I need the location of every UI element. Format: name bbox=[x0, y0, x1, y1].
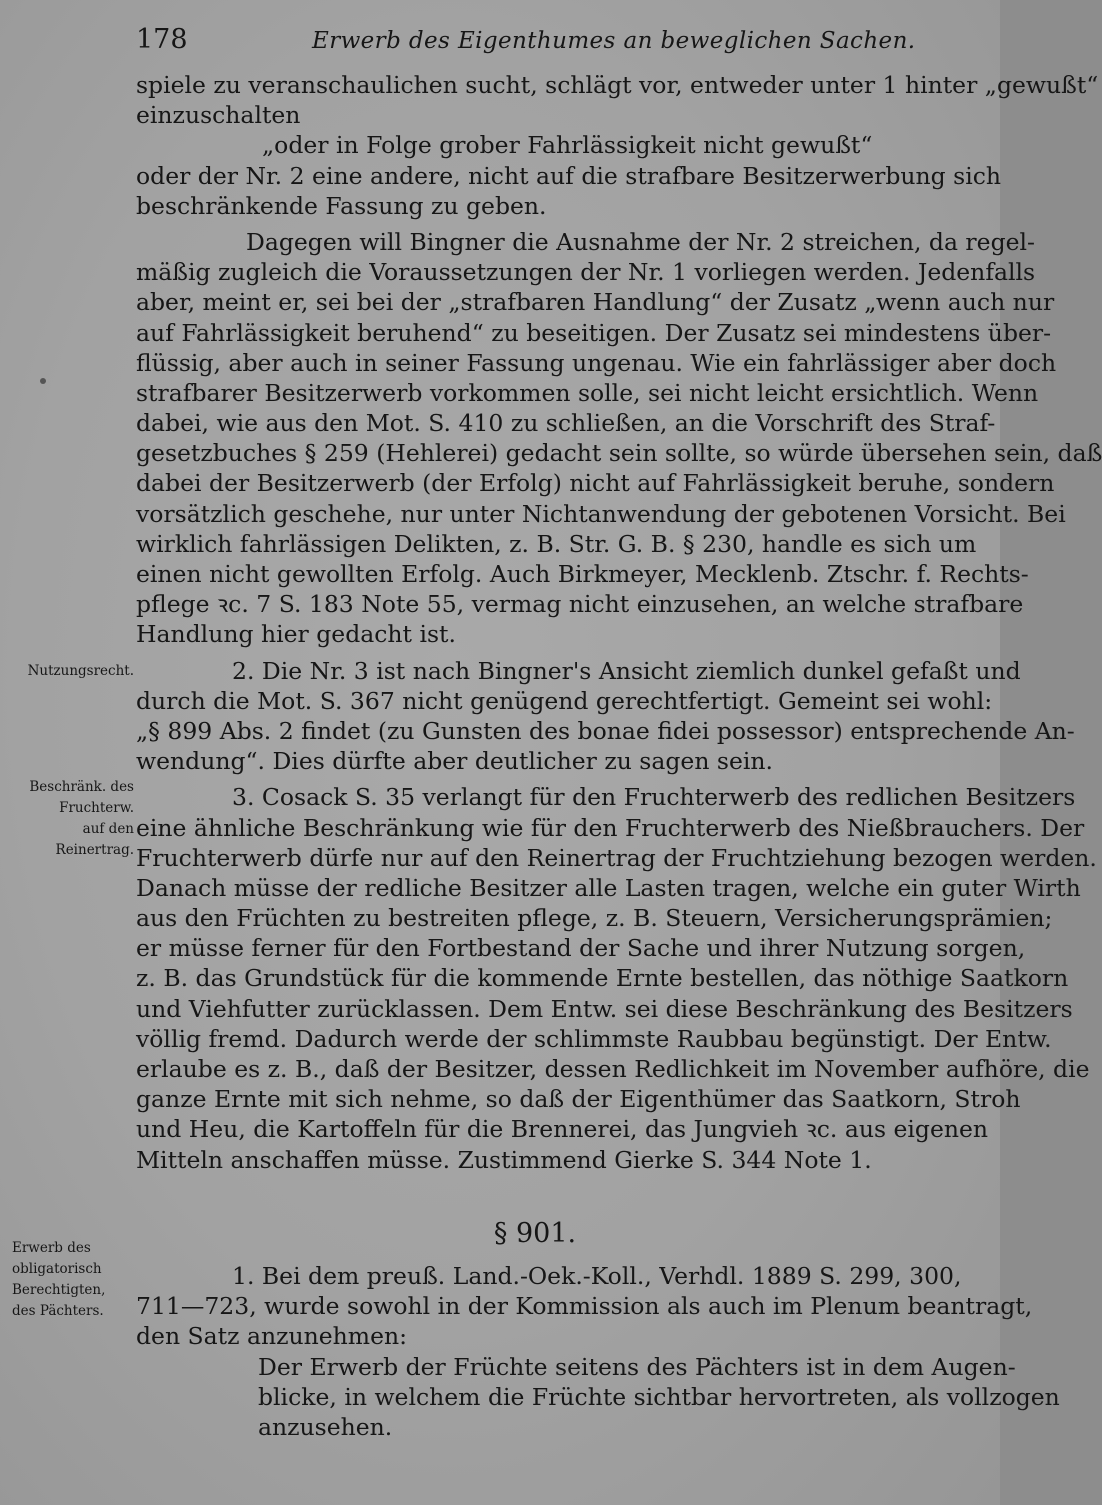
margin-speck bbox=[40, 378, 46, 384]
sidenote-text: Nutzungsrecht. bbox=[27, 663, 134, 679]
text-line: einzuschalten bbox=[136, 101, 301, 130]
sidenote-line: Berechtigten, bbox=[12, 1282, 106, 1298]
page-header bbox=[0, 20, 1000, 70]
text-line: 711—723, wurde sowohl in der Kommission als auch im Plenum beantragt, bbox=[136, 1292, 1033, 1321]
paragraph-1 bbox=[136, 70, 1099, 221]
running-title: Erwerb des Eigenthumes an beweglichen Sachen. bbox=[312, 28, 916, 54]
text-line: 3. Cosack S. 35 verlangt für den Fruchterwerb des redlichen Besitzers bbox=[232, 783, 1076, 812]
text-line: wirklich fahrlässigen Delikten, z. B. Str. G. B. § 230, handle es sich um bbox=[136, 529, 977, 558]
text-line: gesetzbuches § 259 (Hehlerei) gedacht sein sollte, so würde übersehen sein, daß bbox=[136, 439, 1102, 468]
text-line: Mitteln anschaffen müsse. Zustimmend Gierke S. 344 Note 1. bbox=[136, 1145, 872, 1174]
text-line: 1. Bei dem preuß. Land.-Oek.-Koll., Verhdl. 1889 S. 299, 300, bbox=[232, 1261, 962, 1290]
sidenote-line: des Pächters. bbox=[12, 1303, 104, 1319]
text-line: spiele zu veranschaulichen sucht, schlägt vor, entweder unter 1 hinter „gewußt“ bbox=[136, 71, 1099, 99]
text-line: aber, meint er, sei bei der „strafbaren Handlung“ der Zusatz „wenn auch nur bbox=[136, 288, 1055, 317]
paragraph-5 bbox=[136, 1261, 1033, 1352]
paragraph-3 bbox=[136, 656, 1075, 777]
text-line: wendung“. Dies dürfte aber deutlicher zu sagen sein. bbox=[136, 747, 774, 776]
sidenote-line: Erwerb des bbox=[12, 1240, 91, 1256]
text-line: z. B. das Grundstück für die kommende Ernte bestellen, das nöthige Saatkorn bbox=[136, 964, 1069, 993]
text-line: dabei, wie aus den Mot. S. 410 zu schließen, an die Vorschrift des Straf- bbox=[136, 409, 996, 438]
sidenote-line: obligatorisch bbox=[12, 1261, 102, 1277]
paragraph-2 bbox=[136, 227, 1102, 650]
text-line: mäßig zugleich die Voraussetzungen der Nr. 1 vorliegen werden. Jedenfalls bbox=[136, 258, 1036, 287]
quoted-line: blicke, in welchem die Früchte sichtbar hervortreten, als vollzogen bbox=[258, 1382, 1060, 1411]
text-line: völlig fremd. Dadurch werde der schlimmste Raubbau begünstigt. Der Entw. bbox=[136, 1024, 1052, 1053]
sidenote-line: auf den bbox=[82, 821, 134, 837]
text-line: dabei der Besitzerwerb (der Erfolg) nicht auf Fahrlässigkeit beruhe, sondern bbox=[136, 469, 1055, 498]
text-line: auf Fahrlässigkeit beruhend“ zu beseitigen. Der Zusatz sei mindestens über- bbox=[136, 318, 1052, 347]
sidenote-beschraenkung bbox=[12, 777, 134, 861]
sidenote-line: Reinertrag. bbox=[55, 842, 134, 858]
text-line: Dagegen will Bingner die Ausnahme der Nr. 2 streichen, da regel- bbox=[246, 227, 1035, 256]
text-line: und Heu, die Kartoffeln für die Brennerei, das Jungvieh ꝛc. aus eigenen bbox=[136, 1115, 989, 1144]
sidenote-erwerb-paechter bbox=[12, 1238, 134, 1322]
paragraph-4 bbox=[136, 782, 1097, 1174]
text-line: Danach müsse der redliche Besitzer alle Lasten tragen, welche ein guter Wirth bbox=[136, 873, 1081, 902]
text-line: vorsätzlich geschehe, nur unter Nichtanwendung der gebotenen Vorsicht. Bei bbox=[136, 499, 1066, 528]
text-line: den Satz anzunehmen: bbox=[136, 1322, 408, 1351]
sidenote-line: Fruchterw. bbox=[59, 800, 134, 816]
text-line: 2. Die Nr. 3 ist nach Bingner's Ansicht ziemlich dunkel gefaßt und bbox=[232, 656, 1021, 685]
text-line: flüssig, aber auch in seiner Fassung ungenau. Wie ein fahrlässiger aber doch bbox=[136, 348, 1057, 377]
sidenote-nutzungsrecht bbox=[12, 661, 134, 682]
quoted-line: „oder in Folge grober Fahrlässigkeit nicht gewußt“ bbox=[262, 131, 873, 160]
text-line: aus den Früchten zu bestreiten pflege, z. B. Steuern, Versicherungsprämien; bbox=[136, 904, 1053, 933]
text-line: pflege ꝛc. 7 S. 183 Note 55, vermag nicht einzusehen, an welche strafbare bbox=[136, 590, 1024, 619]
text-line: erlaube es z. B., daß der Besitzer, dessen Redlichkeit im November aufhöre, die bbox=[136, 1055, 1090, 1083]
quoted-line: anzusehen. bbox=[258, 1412, 393, 1441]
block-quote bbox=[136, 1352, 1060, 1443]
text-line: Fruchterwerb dürfe nur auf den Reinertrag der Fruchtziehung bezogen werden. bbox=[136, 843, 1097, 872]
text-line: und Viehfutter zurücklassen. Dem Entw. sei diese Beschränkung des Besitzers bbox=[136, 994, 1073, 1023]
text-line: „§ 899 Abs. 2 findet (zu Gunsten des bonae fidei possessor) entsprechende An- bbox=[136, 716, 1075, 745]
text-line: oder der Nr. 2 eine andere, nicht auf die strafbare Besitzerwerbung sich bbox=[136, 161, 1002, 190]
text-line: einen nicht gewollten Erfolg. Auch Birkmeyer, Mecklenb. Ztschr. f. Rechts- bbox=[136, 560, 1029, 588]
page-number: 178 bbox=[136, 24, 188, 55]
text-line: er müsse ferner für den Fortbestand der Sache und ihrer Nutzung sorgen, bbox=[136, 934, 1026, 963]
text-line: durch die Mot. S. 367 nicht genügend gerechtfertigt. Gemeint sei wohl: bbox=[136, 686, 993, 715]
section-heading: § 901. bbox=[493, 1217, 577, 1249]
text-line: eine ähnliche Beschränkung wie für den Fruchterwerb des Nießbrauchers. Der bbox=[136, 813, 1085, 842]
sidenote-line: Beschränk. des bbox=[29, 779, 134, 795]
text-line: strafbarer Besitzerwerb vorkommen solle, sei nicht leicht ersichtlich. Wenn bbox=[136, 378, 1039, 407]
text-line: Handlung hier gedacht ist. bbox=[136, 620, 456, 649]
text-line: beschränkende Fassung zu geben. bbox=[136, 191, 547, 220]
body-text bbox=[136, 70, 1102, 1442]
quoted-line: Der Erwerb der Früchte seitens des Pächters ist in dem Augen- bbox=[258, 1352, 1016, 1381]
text-line: ganze Ernte mit sich nehme, so daß der Eigenthümer das Saatkorn, Stroh bbox=[136, 1085, 1021, 1114]
